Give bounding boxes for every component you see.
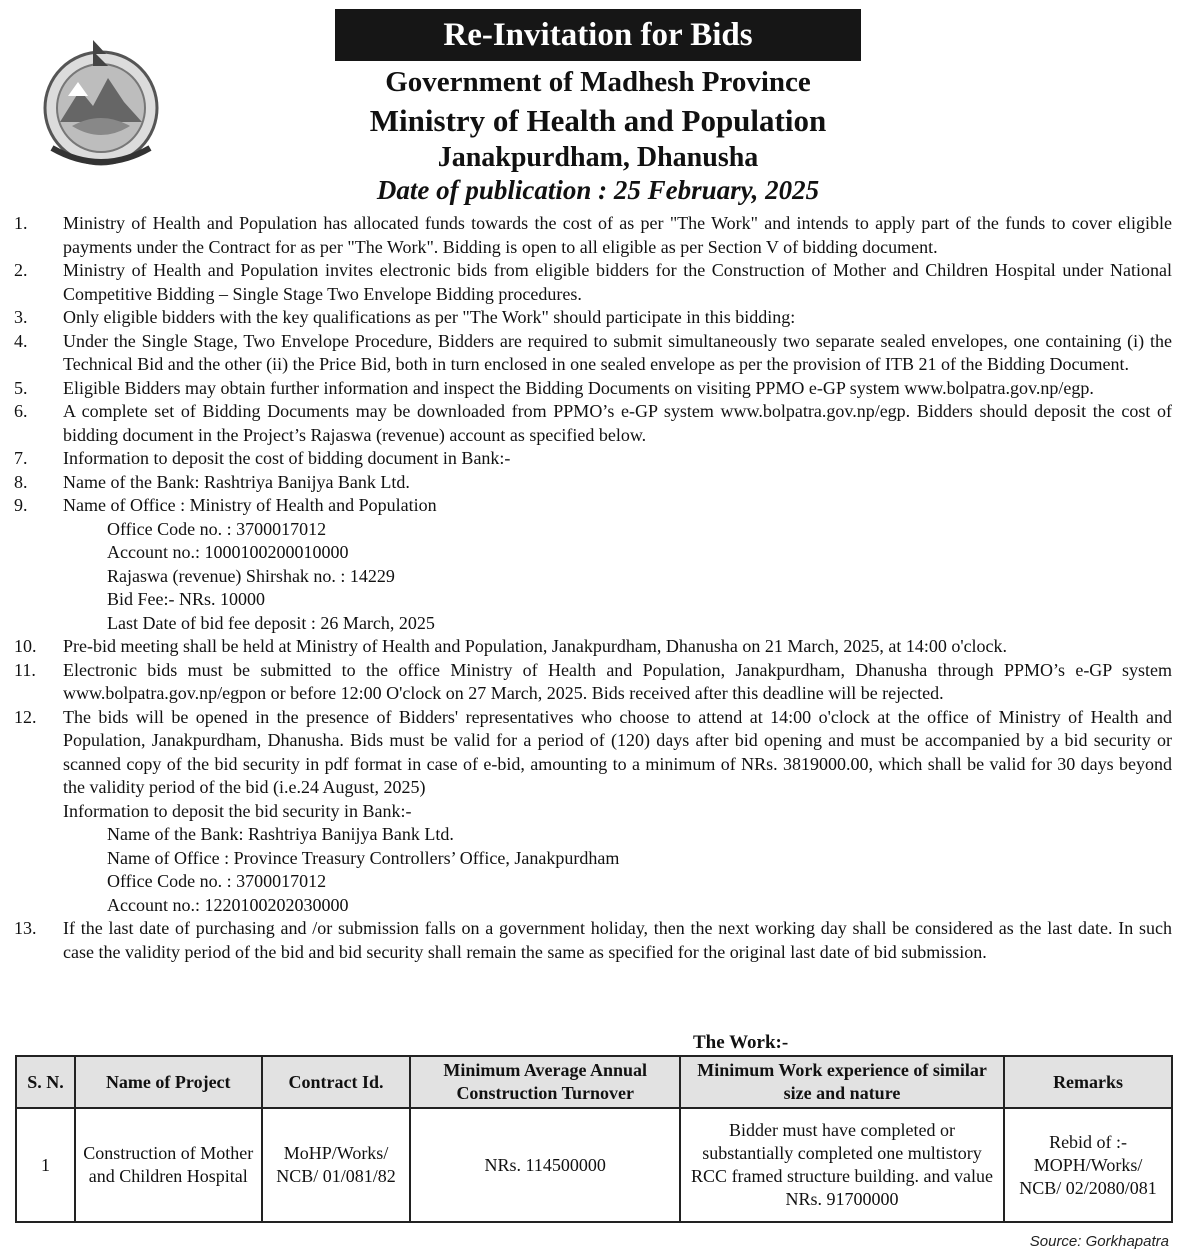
notice-item: 12. The bids will be opened in the presence of Bidders' representatives who choose to attend at 14:00 o'clock at the office of Ministry of Health and Population, Janakpurdham, Dhanusha. Bids must be valid for a period of (120) days after bid opening and must be accompanied by a bid security or scanned copy of the bid security in pdf format in case of e-bid, amounting to a minimum of NRs. 3819000.00, which shall be valid for 30 days beyond the validity period of the bid (i.e.24 August, 2025) bbox=[14, 706, 1172, 797]
security-bank-name: Name of the Bank: Rashtriya Banijya Bank Ltd. bbox=[107, 824, 454, 844]
government-name: Government of Madhesh Province bbox=[385, 66, 811, 98]
notice-item: 8. Name of the Bank: Rashtriya Banijya Bank Ltd. bbox=[14, 471, 410, 492]
notice-item: 3. Only eligible bidders with the key qualifications as per "The Work" should participate in this bidding: bbox=[14, 307, 796, 327]
notice-item: 2. Ministry of Health and Population invites electronic bids from eligible bidders for the Construction of Mother and Children Hospital under National Competitive Bidding – Single Stage Two Envelope Bidding procedures. bbox=[14, 260, 1172, 304]
bid-fee: Bid Fee:- NRs. 10000 bbox=[107, 589, 266, 609]
revenue-shirshak: Rajaswa (revenue) Shirshak no. : 14229 bbox=[107, 565, 395, 586]
title-banner: Re-Invitation for Bids bbox=[335, 9, 861, 61]
notice-item: 6. A complete set of Bidding Documents may be downloaded from PPMO’s e-GP system www.bolpatra.gov.np/egp. Bidders should deposit the cost of bidding document in the Project’s Rajaswa (revenue) account as specified below. bbox=[14, 401, 1172, 445]
security-account-number: Account no.: 1220100202030000 bbox=[107, 894, 349, 915]
security-office-code: Office Code no. : 3700017012 bbox=[107, 871, 327, 891]
ministry-name: Ministry of Health and Population bbox=[369, 103, 827, 138]
header-experience: Minimum Work experience of similar size and nature bbox=[680, 1056, 1004, 1108]
nepal-emblem-icon bbox=[38, 26, 164, 176]
office-code: Office Code no. : 3700017012 bbox=[107, 518, 327, 539]
notice-item: 7. Information to deposit the cost of bidding document in Bank:- bbox=[14, 448, 511, 468]
header-turnover: Minimum Average Annual Construction Turnover bbox=[410, 1056, 679, 1108]
cell-contract: MoHP/Works/ NCB/ 01/081/82 bbox=[262, 1108, 411, 1222]
table-row bbox=[16, 1108, 1172, 1222]
notice-item: 9. Name of Office : Ministry of Health and Population bbox=[14, 495, 437, 515]
header-sn: S. N. bbox=[16, 1056, 75, 1108]
header-project: Name of Project bbox=[75, 1056, 262, 1108]
location: Janakpurdham, Dhanusha bbox=[437, 142, 759, 173]
cell-turnover: NRs. 114500000 bbox=[410, 1108, 679, 1222]
table-header-row bbox=[16, 1056, 1172, 1108]
notice-item: 4. Under the Single Stage, Two Envelope Procedure, Bidders are required to submit simultaneously two separate sealed envelopes, one containing (i) the Technical Bid and the other (ii) the Price Bid, both in turn enclosed in one sealed envelope as per the provision of ITB 21 of the Bidding Document. bbox=[14, 330, 1172, 374]
cell-project: Construction of Mother and Children Hospital bbox=[75, 1108, 262, 1222]
cell-remarks: Rebid of :- MOPH/Works/ NCB/ 02/2080/081 bbox=[1004, 1108, 1172, 1222]
source-credit: Source: Gorkhapatra bbox=[1029, 1233, 1169, 1250]
security-office-name: Name of Office : Province Treasury Controllers’ Office, Janakpurdham bbox=[107, 847, 620, 868]
notice-item: 5. Eligible Bidders may obtain further information and inspect the Bidding Documents on visiting PPMO e-GP system www.bolpatra.gov.np/egp. bbox=[14, 377, 1094, 398]
notice-item: 11. Electronic bids must be submitted to the office Ministry of Health and Population, Janakpurdham, Dhanusha through PPMO’s e-GP system www.bolpatra.gov.np/egpon or before 12:00 O'clock on 27 March, 2025. Bids received after this deadline will be rejected. bbox=[14, 659, 1172, 703]
header-remarks: Remarks bbox=[1004, 1056, 1172, 1108]
notice-item: 10. Pre-bid meeting shall be held at Ministry of Health and Population, Janakpurdham, Dhanusha on 21 March, 2025, at 14:00 o'clock. bbox=[14, 636, 1008, 656]
notice-items bbox=[14, 212, 1172, 964]
notice-item: 13. If the last date of purchasing and /or submission falls on a government holiday, then the next working day shall be considered as the last date. In such case the validity period of the bid and bid security shall remain the same as specified for the original last date of bid submission. bbox=[14, 918, 1172, 962]
cell-sn: 1 bbox=[16, 1108, 75, 1222]
publication-date: Date of publication : 25 February, 2025 bbox=[376, 175, 820, 205]
work-table-title: The Work:- bbox=[693, 1032, 789, 1053]
cell-experience: Bidder must have completed or substantially completed one multistory RCC framed structure building. and value NRs. 91700000 bbox=[680, 1108, 1004, 1222]
header-contract: Contract Id. bbox=[262, 1056, 411, 1108]
bid-fee-deadline: Last Date of bid fee deposit : 26 March, 2025 bbox=[107, 612, 435, 633]
work-table bbox=[15, 1055, 1173, 1223]
account-number: Account no.: 1000100200010000 bbox=[107, 542, 349, 562]
notice-item: 1. Ministry of Health and Population has allocated funds towards the cost of as per "The Work" and intends to apply part of the funds to cover eligible payments under the Contract for as per "The Work". Bidding is open to all eligible as per Section V of bidding document. bbox=[14, 213, 1172, 257]
notice-item: Information to deposit the bid security in Bank:- bbox=[63, 800, 412, 821]
